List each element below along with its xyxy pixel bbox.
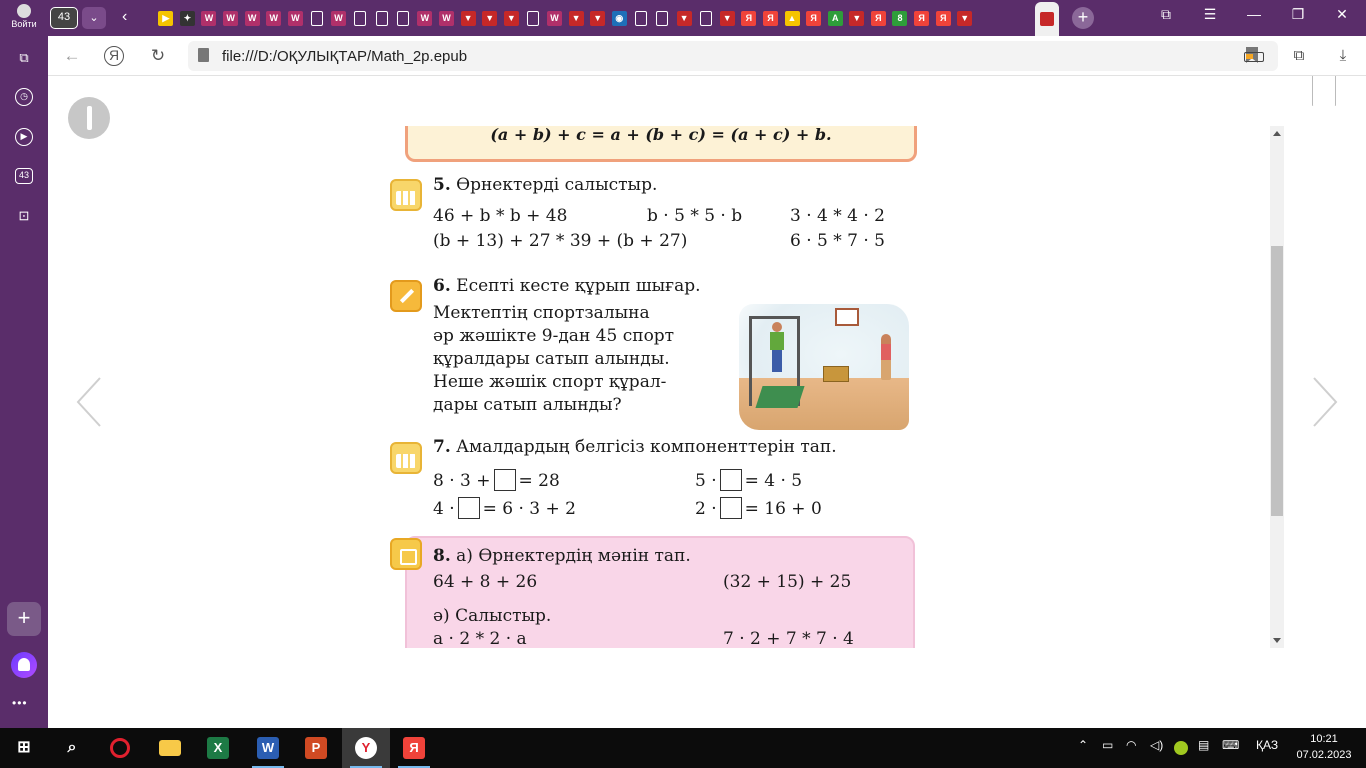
tab-item[interactable] — [781, 8, 803, 28]
yandex-favicon: Я — [741, 11, 756, 26]
epub-viewer — [48, 76, 1366, 728]
yandex-favicon: Я — [914, 11, 929, 26]
active-tab[interactable] — [1035, 2, 1059, 36]
tab-item[interactable] — [457, 8, 479, 28]
exercise-8-subtitle: ә) Салыстыр. — [433, 606, 552, 626]
account-label: Войти — [11, 19, 37, 29]
gym-illustration — [739, 304, 909, 430]
shield-favicon: ▼ — [590, 11, 605, 26]
tab-item[interactable] — [630, 8, 652, 28]
tab-item[interactable] — [608, 8, 630, 28]
ex6-line: Мектептің спортзалына — [433, 303, 650, 323]
gym-bar-post — [749, 316, 752, 406]
tab-item[interactable] — [695, 8, 717, 28]
ex5-expr: (b + 13) + 27 * 39 + (b + 27) — [433, 231, 688, 251]
exercise-8-heading — [433, 546, 691, 566]
minimize-button[interactable]: — — [1247, 6, 1261, 22]
wifi-icon[interactable]: ◠ — [1126, 738, 1137, 752]
exercise-7-title: Амалдардың белгісіз компоненттерін тап. — [456, 437, 837, 457]
video-icon[interactable]: ▶ — [15, 128, 33, 146]
file-icon — [198, 48, 209, 62]
ex8-expr: 7 · 2 + 7 * 7 · 4 — [723, 629, 854, 648]
boy-on-bar — [770, 322, 784, 386]
tab-item[interactable] — [349, 8, 371, 28]
close-button[interactable]: ✕ — [1336, 6, 1348, 22]
exercise-7-heading — [433, 437, 837, 457]
doc-favicon — [635, 11, 647, 26]
ex7-right: = 28 — [518, 471, 560, 491]
tab-item[interactable] — [760, 8, 782, 28]
clock[interactable] — [1294, 731, 1354, 763]
url-text: file:///D:/ОҚУЛЫҚТАР/Math_2p.epub — [222, 48, 468, 65]
shield-favicon: ▼ — [482, 11, 497, 26]
chevron-up-icon[interactable]: ⌃ — [1078, 738, 1089, 752]
scroll-down-icon[interactable] — [1273, 638, 1281, 643]
prev-page-arrow-icon[interactable] — [76, 376, 102, 428]
ex7-left: 2 · — [695, 499, 717, 519]
tabs-count-icon[interactable]: 43 — [15, 168, 33, 184]
scrollbar[interactable] — [1270, 126, 1284, 648]
tab-item[interactable] — [544, 8, 566, 28]
shield-favicon — [1040, 12, 1054, 26]
tab-item[interactable] — [371, 8, 393, 28]
exercise-6-heading — [433, 276, 701, 296]
search-icon[interactable]: ⌕ — [67, 739, 77, 756]
tab-item[interactable] — [652, 8, 674, 28]
yandex-browser-icon[interactable]: Y — [342, 728, 390, 768]
ex7-equation — [433, 469, 560, 491]
ex7-left: 5 · — [695, 471, 717, 491]
play-favicon: ▶ — [158, 11, 173, 26]
drop-favicon: ◉ — [612, 11, 627, 26]
shield-favicon: ▼ — [720, 11, 735, 26]
collections-icon[interactable]: ⧉ — [19, 50, 29, 65]
tab-item[interactable] — [263, 8, 285, 28]
battery-saver-icon[interactable] — [1244, 52, 1264, 62]
chevron-left-icon[interactable]: ‹ — [122, 8, 128, 25]
shield-favicon: ▼ — [461, 11, 476, 26]
doc-favicon — [376, 11, 388, 26]
tab-item[interactable] — [198, 8, 220, 28]
shield-favicon: ▼ — [849, 11, 864, 26]
tab-item[interactable] — [868, 8, 890, 28]
bookmark-icon[interactable] — [1312, 76, 1336, 106]
tab-item[interactable] — [220, 8, 242, 28]
exercise-8-title: а) Өрнектердің мәнін тап. — [456, 546, 691, 566]
battery-icon[interactable]: ▭ — [1102, 738, 1114, 752]
ex6-line: Неше жәшік спорт құрал- — [433, 372, 667, 392]
address-field[interactable] — [188, 41, 1278, 71]
tab-item[interactable] — [673, 8, 695, 28]
star-favicon: ✦ — [180, 11, 195, 26]
image-favicon: ▲ — [785, 11, 800, 26]
yandex-favicon: Я — [763, 11, 778, 26]
scrollbar-thumb[interactable] — [1271, 246, 1283, 516]
tab-item[interactable] — [587, 8, 609, 28]
tab-bar — [0, 0, 1366, 36]
opera-icon[interactable] — [96, 728, 144, 768]
alice-assistant-icon[interactable] — [11, 652, 37, 678]
tab-item[interactable] — [889, 8, 911, 28]
tab-item[interactable] — [285, 8, 307, 28]
basketball-hoop — [835, 308, 859, 326]
scroll-up-icon[interactable] — [1273, 131, 1281, 136]
ex8-expr: 64 + 8 + 26 — [433, 572, 538, 592]
tab-item[interactable] — [436, 8, 458, 28]
answer-blank — [720, 497, 742, 519]
pencil-icon — [390, 280, 422, 312]
powerpoint-icon[interactable]: P — [292, 728, 340, 768]
tab-item[interactable] — [824, 8, 846, 28]
tab-item[interactable] — [522, 8, 544, 28]
yandex-favicon: Я — [936, 11, 951, 26]
w-favicon: W — [331, 11, 346, 26]
doc-favicon — [397, 11, 409, 26]
tab-item[interactable] — [738, 8, 760, 28]
group-work-icon — [390, 442, 422, 474]
house-icon — [390, 538, 422, 570]
extensions-icon[interactable]: ⧉ — [1293, 47, 1305, 64]
equipment-box — [823, 366, 849, 382]
history-icon[interactable]: ◷ — [15, 88, 33, 106]
doc-favicon — [354, 11, 366, 26]
answer-blank — [458, 497, 480, 519]
clock-time: 10:21 — [1310, 733, 1338, 745]
ex8-expr: (32 + 15) + 25 — [723, 572, 852, 592]
shield-favicon: ▼ — [957, 11, 972, 26]
tab-item[interactable] — [393, 8, 415, 28]
doc-favicon — [700, 11, 712, 26]
file-explorer-icon[interactable] — [146, 728, 194, 768]
boy-legs — [772, 350, 782, 372]
formula-box — [405, 126, 917, 162]
volume-icon[interactable]: ◁) — [1150, 738, 1164, 752]
shield-favicon: ▼ — [569, 11, 584, 26]
tab-item[interactable] — [846, 8, 868, 28]
tab-strip — [155, 8, 976, 28]
exercise-6-number: 6. — [433, 276, 451, 296]
yandex-logo-icon[interactable]: Я — [104, 46, 124, 66]
answer-blank — [720, 469, 742, 491]
tab-item[interactable] — [177, 8, 199, 28]
doc-favicon — [311, 11, 323, 26]
tab-item[interactable] — [155, 8, 177, 28]
tab-item[interactable] — [932, 8, 954, 28]
notification-icon[interactable]: ▤ — [1198, 738, 1210, 752]
pause-icon[interactable] — [68, 97, 110, 139]
tab-item[interactable] — [716, 8, 738, 28]
ex5-expr: b · 5 * 5 · b — [647, 206, 743, 226]
tab-item[interactable] — [911, 8, 933, 28]
w-favicon: W — [439, 11, 454, 26]
address-toolbar — [48, 36, 1366, 76]
restore-button[interactable]: ❐ — [1291, 6, 1305, 22]
w-favicon: W — [288, 11, 303, 26]
tab-item[interactable] — [803, 8, 825, 28]
boy-head — [772, 322, 782, 332]
w-favicon: W — [223, 11, 238, 26]
tab-item[interactable] — [479, 8, 501, 28]
windows-taskbar — [0, 728, 1366, 768]
doc-favicon — [656, 11, 668, 26]
reload-icon[interactable]: ↻ — [150, 46, 166, 65]
ex7-equation — [695, 497, 822, 519]
ex7-right: = 6 · 3 + 2 — [482, 499, 576, 519]
tab-item[interactable] — [328, 8, 350, 28]
ex6-line: құралдары сатып алынды. — [433, 349, 670, 369]
language-indicator[interactable]: ҚАЗ — [1256, 738, 1279, 752]
account-button[interactable] — [6, 4, 42, 34]
ex7-equation — [433, 497, 576, 519]
doc-favicon — [527, 11, 539, 26]
w-favicon: W — [266, 11, 281, 26]
exercise-7-number: 7. — [433, 437, 451, 457]
word-icon[interactable]: W — [244, 728, 292, 768]
chevron-down-icon[interactable]: ⌄ — [82, 7, 106, 29]
account-icon — [17, 4, 31, 18]
exercise-5-title: Өрнектерді салыстыр. — [456, 175, 658, 195]
ex7-left: 8 · 3 + — [433, 471, 491, 491]
ex7-left: 4 · — [433, 499, 455, 519]
ex5-expr: 6 · 5 * 7 · 5 — [790, 231, 885, 251]
yandex-favicon: Я — [806, 11, 821, 26]
shield-favicon: ▼ — [677, 11, 692, 26]
group-work-icon — [390, 179, 422, 211]
add-panel-button[interactable]: + — [7, 602, 41, 636]
ex7-right: = 4 · 5 — [744, 471, 803, 491]
collections-icon[interactable]: ⧉ — [1161, 6, 1171, 22]
tab-item[interactable] — [501, 8, 523, 28]
menu-icon[interactable]: ☰ — [1203, 6, 1217, 22]
ex8-expr: a · 2 * 2 · a — [433, 629, 527, 648]
associative-formula: (a + b) + c = a + (b + c) = (a + c) + b. — [490, 126, 832, 144]
clock-date: 07.02.2023 — [1296, 749, 1352, 761]
yandex-icon[interactable]: Я — [390, 728, 438, 768]
a-favicon: A — [828, 11, 843, 26]
exercise-6-title: Есепті кесте құрып шығар. — [456, 276, 701, 296]
download-icon[interactable]: ⤓ — [1339, 47, 1347, 64]
windows-start-icon[interactable]: ⊞ — [17, 739, 31, 756]
next-page-arrow-icon[interactable] — [1312, 376, 1338, 428]
exercise-5-heading — [433, 175, 657, 195]
tab-item[interactable] — [241, 8, 263, 28]
tab-item[interactable] — [954, 8, 976, 28]
w-favicon: W — [245, 11, 260, 26]
browser-sidebar — [0, 36, 48, 728]
tab-item[interactable] — [306, 8, 328, 28]
w-favicon: W — [547, 11, 562, 26]
exercise-5-number: 5. — [433, 175, 451, 195]
gym-bar — [749, 316, 800, 319]
new-tab-button[interactable]: + — [1072, 7, 1094, 29]
ex5-expr: 46 + b * b + 48 — [433, 206, 568, 226]
shield-favicon: ▼ — [504, 11, 519, 26]
tab-item[interactable] — [565, 8, 587, 28]
ex7-equation — [695, 469, 802, 491]
yandex-favicon: Я — [871, 11, 886, 26]
status-app-icon[interactable] — [1174, 741, 1188, 755]
keyboard-icon[interactable]: ⌨ — [1222, 738, 1240, 752]
w-favicon: W — [201, 11, 216, 26]
girl-with-ball — [881, 334, 891, 380]
gym-mat — [755, 386, 804, 408]
tab-count-button[interactable]: 43 — [50, 7, 78, 29]
screenshot-icon[interactable]: ⊡ — [18, 208, 30, 223]
ex6-line: дары сатып алынды? — [433, 395, 622, 415]
ex5-expr: 3 · 4 * 4 · 2 — [790, 206, 885, 226]
tab-item[interactable] — [414, 8, 436, 28]
ex7-right: = 16 + 0 — [744, 499, 822, 519]
back-arrow-icon[interactable]: ← — [63, 46, 81, 65]
answer-blank — [494, 469, 516, 491]
w-favicon: W — [417, 11, 432, 26]
book-page — [357, 126, 1019, 648]
more-icon[interactable]: ••• — [12, 696, 28, 710]
boy-shirt — [770, 332, 784, 350]
excel-icon[interactable]: X — [194, 728, 242, 768]
ex6-line: әр жәшікте 9-дан 45 спорт — [433, 326, 675, 346]
eight-favicon: 8 — [892, 11, 907, 26]
exercise-8-number: 8. — [433, 546, 451, 566]
